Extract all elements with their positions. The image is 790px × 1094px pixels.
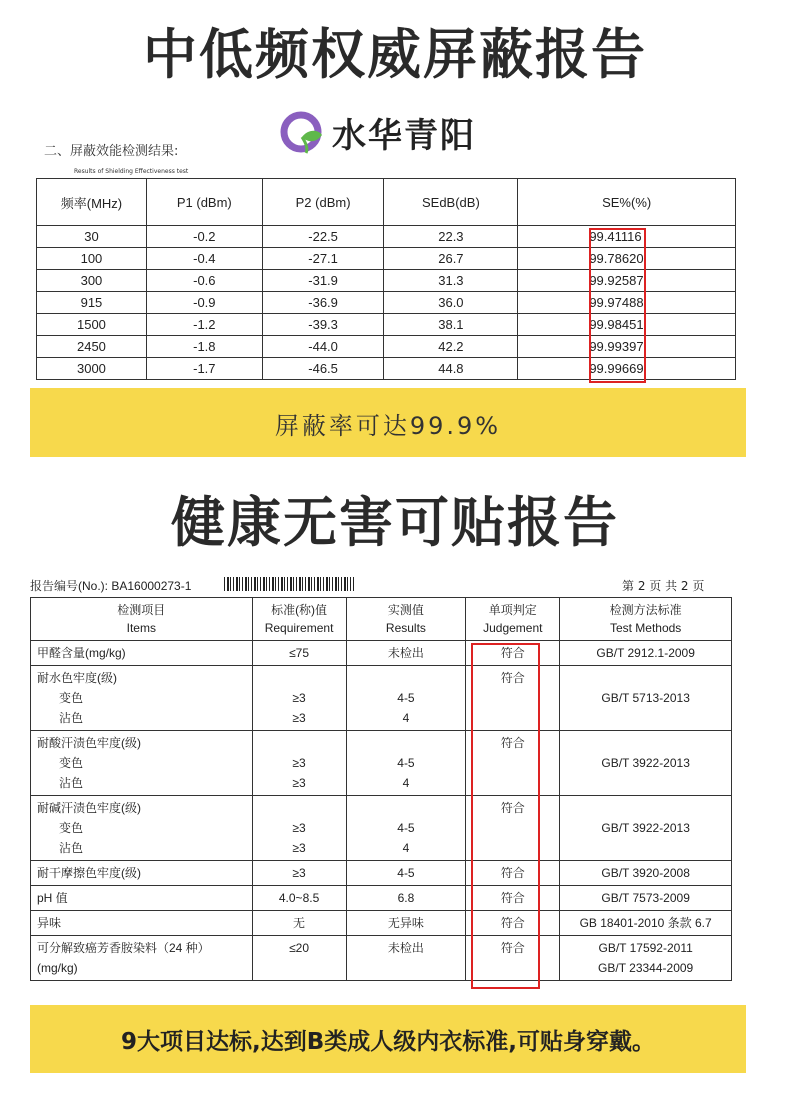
- results-row: [31, 936, 732, 981]
- method-value: GB/T 2912.1-2009: [596, 646, 695, 660]
- res-value: [347, 798, 466, 818]
- results-cell-res: [346, 886, 466, 911]
- req-value: ≥3: [292, 821, 306, 835]
- req-value: 无: [293, 916, 306, 930]
- shielding-cell: 2450: [37, 336, 147, 358]
- compliance-banner-text: 9大项目达标,达到B类成人级内衣标准,可贴身穿戴。: [120, 1029, 655, 1055]
- shielding-cell: 99.92587: [518, 270, 736, 292]
- results-cell-item: [31, 641, 253, 666]
- judgement-highlight: [471, 643, 540, 989]
- results-cell-item: [31, 731, 253, 796]
- shielding-cell: 42.2: [384, 336, 518, 358]
- results-row: [31, 796, 732, 861]
- results-cell-method: [560, 796, 732, 861]
- item-value: 甲醛含量(mg/kg): [37, 646, 126, 660]
- results-col-header: [252, 598, 346, 641]
- shielding-cell: -22.5: [262, 226, 384, 248]
- item-value: 耐水色牢度(级): [37, 671, 117, 685]
- req-value: 4.0~8.5: [278, 891, 320, 905]
- shielding-cell: 99.98451: [518, 314, 736, 336]
- header-cn: 标准(称)值: [271, 603, 328, 617]
- shielding-cell: -0.9: [146, 292, 262, 314]
- results-cell-item: [31, 911, 253, 936]
- res-value: 4-5: [397, 866, 415, 880]
- req-value: ≥3: [292, 691, 306, 705]
- header-cn: 检测项目: [117, 603, 166, 617]
- shielding-cell: -0.4: [146, 248, 262, 270]
- results-row: [31, 666, 732, 731]
- res-value: 4: [402, 776, 410, 790]
- results-cell-item: [31, 796, 253, 861]
- judgement-value: 符合: [500, 916, 525, 930]
- header-en: Results: [385, 621, 426, 635]
- results-cell-method: [560, 911, 732, 936]
- req-value: ≥3: [292, 841, 306, 855]
- results-cell-req: [252, 731, 346, 796]
- req-value: [253, 798, 346, 818]
- results-cell-req: [252, 641, 346, 666]
- item-value: 异味: [37, 916, 62, 930]
- results-cell-method: [560, 886, 732, 911]
- judgement-value: 符合: [500, 891, 525, 905]
- results-cell-method: [560, 861, 732, 886]
- res-value: 4: [402, 711, 410, 725]
- results-cell-res: [346, 731, 466, 796]
- shielding-cell: 99.97488: [518, 292, 736, 314]
- results-cell-method: [560, 666, 732, 731]
- method-value: GB/T 23344-2009: [598, 961, 694, 975]
- brand-logo-block: [278, 104, 476, 160]
- results-cell-method: [560, 641, 732, 666]
- req-value: ≤75: [289, 646, 310, 660]
- barcode-icon: [224, 577, 354, 591]
- item-value: (mg/kg): [37, 961, 78, 975]
- judgement-value: 符合: [500, 646, 525, 660]
- shielding-cell: 26.7: [384, 248, 518, 270]
- header-en: Requirement: [264, 621, 334, 635]
- shielding-cell: 99.41116: [518, 226, 736, 248]
- results-cell-res: [346, 936, 466, 981]
- req-value: ≥3: [292, 756, 306, 770]
- shielding-cell: 36.0: [384, 292, 518, 314]
- item-value: 沾色: [59, 776, 84, 790]
- results-cell-item: [31, 861, 253, 886]
- header-cn: 实测值: [387, 603, 424, 617]
- health-report-title: 健康无害可贴报告: [171, 491, 619, 554]
- shielding-cell: -0.2: [146, 226, 262, 248]
- shielding-cell: 38.1: [384, 314, 518, 336]
- shielding-cell: 31.3: [384, 270, 518, 292]
- res-value: 未检出: [387, 646, 424, 660]
- shielding-cell: -1.7: [146, 358, 262, 380]
- shielding-cell: 22.3: [384, 226, 518, 248]
- results-cell-item: [31, 886, 253, 911]
- item-value: 沾色: [59, 841, 84, 855]
- results-cell-req: [252, 796, 346, 861]
- res-value: 无异味: [387, 916, 424, 930]
- res-value: 4: [402, 841, 410, 855]
- shielding-cell: -27.1: [262, 248, 384, 270]
- shielding-cell: 300: [37, 270, 147, 292]
- header-en: Judgement: [483, 621, 543, 635]
- shielding-report-title: 中低频权威屏蔽报告: [143, 23, 647, 86]
- results-cell-res: [346, 796, 466, 861]
- results-row: [31, 731, 732, 796]
- shielding-banner-text: 屏蔽率可达99.9%: [274, 412, 502, 440]
- res-value: [347, 668, 466, 688]
- results-row: [31, 861, 732, 886]
- res-value: 6.8: [397, 891, 415, 905]
- item-value: 耐碱汗渍色牢度(级): [37, 801, 141, 815]
- judgement-value: 符合: [500, 671, 525, 685]
- shielding-cell: -1.8: [146, 336, 262, 358]
- req-value: ≥3: [292, 866, 306, 880]
- shielding-cell: 100: [37, 248, 147, 270]
- shielding-col-header: SE%(%): [518, 179, 736, 226]
- res-value: 4-5: [397, 691, 415, 705]
- shielding-cell: 99.99669: [518, 358, 736, 380]
- req-value: ≤20: [289, 941, 310, 955]
- results-cell-req: [252, 936, 346, 981]
- shielding-cell: -39.3: [262, 314, 384, 336]
- results-cell-item: [31, 936, 253, 981]
- item-value: 变色: [59, 756, 84, 770]
- page-count: 第 2 页 共 2 页: [622, 579, 705, 593]
- results-col-header: [466, 598, 560, 641]
- method-value: GB/T 5713-2013: [601, 691, 690, 705]
- shielding-cell: -0.6: [146, 270, 262, 292]
- method-value: GB/T 3920-2008: [601, 866, 690, 880]
- results-cell-res: [346, 666, 466, 731]
- method-value: GB/T 3922-2013: [601, 821, 690, 835]
- shielding-cell: 99.78620: [518, 248, 736, 270]
- req-value: ≥3: [292, 711, 306, 725]
- item-value: pH 值: [37, 891, 68, 905]
- results-col-header: [560, 598, 732, 641]
- se-percent-highlight: [589, 228, 646, 383]
- method-value: GB 18401-2010 条款 6.7: [579, 916, 712, 930]
- results-cell-req: [252, 861, 346, 886]
- results-cell-req: [252, 886, 346, 911]
- item-value: 沾色: [59, 711, 84, 725]
- res-value: 未检出: [387, 941, 424, 955]
- shielding-col-header: SEdB(dB): [384, 179, 518, 226]
- shielding-cell: -31.9: [262, 270, 384, 292]
- shielding-col-header: P2 (dBm): [262, 179, 384, 226]
- method-value: GB/T 17592-2011: [598, 941, 693, 955]
- leaf-logo-icon: [278, 109, 324, 155]
- compliance-banner: [30, 1005, 746, 1073]
- test-results-table: [30, 597, 732, 981]
- results-cell-method: [560, 936, 732, 981]
- req-value: ≥3: [292, 776, 306, 790]
- req-value: [253, 733, 346, 753]
- shielding-banner: [30, 388, 746, 457]
- res-value: [347, 733, 466, 753]
- judgement-value: 符合: [500, 941, 525, 955]
- results-row: [31, 641, 732, 666]
- results-cell-req: [252, 666, 346, 731]
- results-row: [31, 911, 732, 936]
- judgement-value: 符合: [500, 801, 525, 815]
- shielding-col-header: P1 (dBm): [146, 179, 262, 226]
- shielding-cell: 915: [37, 292, 147, 314]
- item-value: 耐酸汗渍色牢度(级): [37, 736, 141, 750]
- judgement-value: 符合: [500, 866, 525, 880]
- shielding-cell: -1.2: [146, 314, 262, 336]
- shielding-cell: 44.8: [384, 358, 518, 380]
- header-cn: 单项判定: [488, 603, 537, 617]
- req-value: [253, 668, 346, 688]
- item-value: 变色: [59, 691, 84, 705]
- results-cell-res: [346, 861, 466, 886]
- shielding-cell: -36.9: [262, 292, 384, 314]
- item-value: 可分解致癌芳香胺染料（24 种）: [37, 941, 210, 955]
- shielding-cell: -44.0: [262, 336, 384, 358]
- shielding-col-header: 频率(MHz): [37, 179, 147, 226]
- results-cell-item: [31, 666, 253, 731]
- method-value: GB/T 3922-2013: [601, 756, 690, 770]
- item-value: 变色: [59, 821, 84, 835]
- section-title: 二、屏蔽效能检测结果:: [44, 144, 179, 159]
- shielding-cell: 99.99397: [518, 336, 736, 358]
- shielding-cell: 3000: [37, 358, 147, 380]
- item-value: 耐干摩擦色牢度(级): [37, 866, 141, 880]
- results-row: [31, 886, 732, 911]
- shielding-cell: 1500: [37, 314, 147, 336]
- results-col-header: [31, 598, 253, 641]
- results-cell-method: [560, 731, 732, 796]
- brand-name: 水华青阳: [332, 115, 476, 156]
- results-cell-res: [346, 641, 466, 666]
- report-number: 报告编号(No.): BA16000273-1: [30, 579, 192, 593]
- header-en: Test Methods: [609, 621, 682, 635]
- results-cell-res: [346, 911, 466, 936]
- shielding-cell: 30: [37, 226, 147, 248]
- header-cn: 检测方法标准: [609, 603, 682, 617]
- section-subtitle: Results of Shielding Effectiveness test: [74, 168, 189, 175]
- results-cell-req: [252, 911, 346, 936]
- judgement-value: 符合: [500, 736, 525, 750]
- results-col-header: [346, 598, 466, 641]
- res-value: 4-5: [397, 756, 415, 770]
- header-en: Items: [126, 621, 156, 635]
- method-value: GB/T 7573-2009: [601, 891, 690, 905]
- shielding-cell: -46.5: [262, 358, 384, 380]
- res-value: 4-5: [397, 821, 415, 835]
